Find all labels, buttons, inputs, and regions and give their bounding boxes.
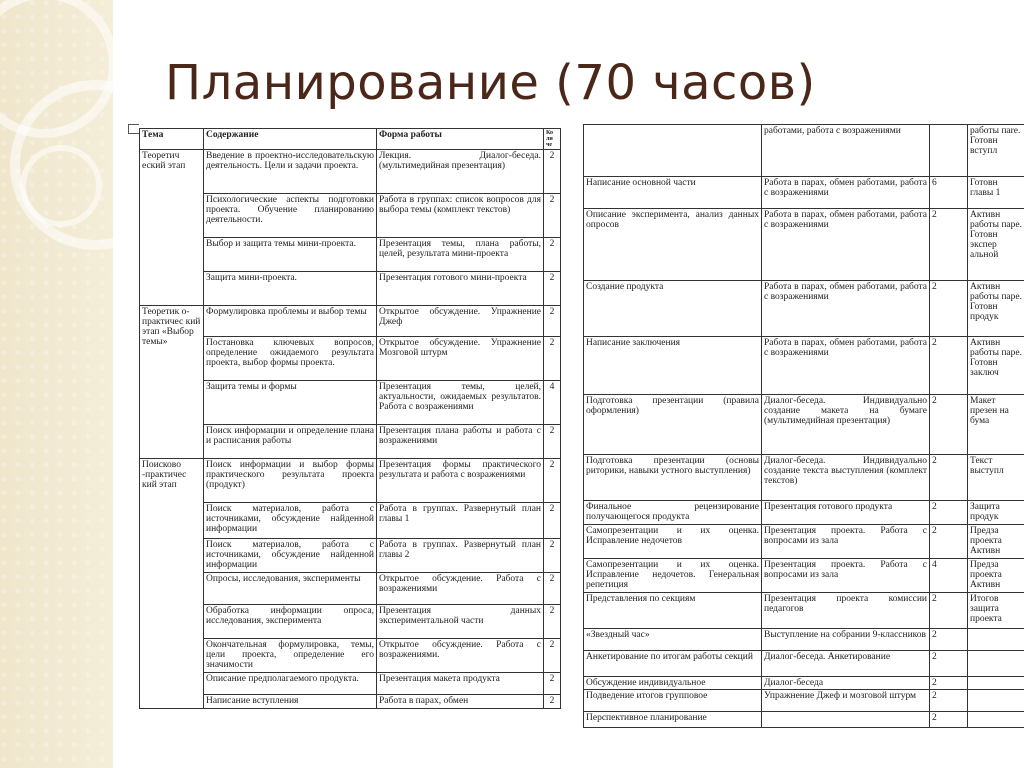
table-row (584, 712, 1024, 728)
table-row (140, 673, 561, 695)
content-cell: Поиск материалов, работа с источниками, обсуждение найденной информации (204, 539, 377, 573)
content-cell: Психологические аспекты подготовки проекта. Обучение планированию деятельности. (204, 194, 377, 238)
plan-table-left-header (140, 129, 561, 150)
result-cell (968, 712, 1024, 728)
result-cell (968, 629, 1024, 651)
table-row (140, 639, 561, 673)
column-header: Тема (140, 129, 204, 150)
hours-cell: 2 (930, 712, 968, 728)
table-row (584, 501, 1024, 525)
table-row (140, 337, 561, 381)
table-row (584, 651, 1024, 677)
plan-table-right (583, 124, 1024, 728)
content-cell: Обсуждение индивидуальное (584, 677, 762, 690)
table-row (584, 125, 1024, 177)
form-cell: Презентация готового продукта (762, 501, 930, 525)
content-cell: Защита темы и формы (204, 381, 377, 425)
content-cell: Защита мини-проекта. (204, 272, 377, 306)
form-cell: Работа в группах. Развернутый план главы 1 (377, 503, 544, 539)
table-row (140, 238, 561, 272)
table-corner-mark (128, 124, 139, 134)
plan-table-left (139, 128, 561, 709)
result-cell: Активн работы паре. Готовн экспер альной (968, 209, 1024, 281)
hours-cell: 2 (544, 306, 561, 337)
form-cell: Презентация данных экспериментальной части (377, 605, 544, 639)
form-cell: Открытое обсуждение. Упражнение Мозговой штурм (377, 337, 544, 381)
form-cell: Презентация проекта. Работа с вопросами из зала (762, 559, 930, 593)
content-cell: «Звездный час» (584, 629, 762, 651)
plan-table-left-body (140, 150, 561, 709)
form-cell: Диалог-беседа. Индивидуально создание макета на бумаге (мультимедийная презентация) (762, 395, 930, 455)
content-cell: Обработка информации опроса, исследования, эксперимента (204, 605, 377, 639)
table-row (140, 381, 561, 425)
result-cell: Активн работы паре. Готовн заключ (968, 337, 1024, 395)
form-cell: Работа в группах: список вопросов для выбора темы (комплект текстов) (377, 194, 544, 238)
table-row (584, 525, 1024, 559)
content-cell: Описание предполагаемого продукта. (204, 673, 377, 695)
hours-cell: 2 (930, 690, 968, 712)
hours-cell: 2 (930, 395, 968, 455)
hours-cell: 4 (930, 559, 968, 593)
hours-cell: 2 (544, 459, 561, 503)
table-row (140, 150, 561, 194)
form-cell: Презентация темы, плана работы, целей, результата мини-проекта (377, 238, 544, 272)
topic-cell: Теоретич еский этап (140, 150, 204, 306)
hours-cell: 2 (930, 525, 968, 559)
form-cell: Работа в парах, обмен работами, работа с возражениями (762, 281, 930, 337)
hours-cell: 2 (930, 593, 968, 629)
content-cell: Перспективное планирование (584, 712, 762, 728)
table-row (140, 539, 561, 573)
hours-cell: 2 (544, 695, 561, 709)
topic-cell: Поисково -практичес кий этап (140, 459, 204, 709)
table-row (584, 677, 1024, 690)
hours-cell: 2 (930, 629, 968, 651)
decorative-side-band (0, 0, 113, 768)
table-row (140, 306, 561, 337)
hours-cell: 2 (544, 150, 561, 194)
form-cell: Презентация плана работы и работа с возражениями (377, 425, 544, 459)
table-row (584, 559, 1024, 593)
result-cell (968, 677, 1024, 690)
hours-cell: 2 (930, 337, 968, 395)
content-cell: Представления по секциям (584, 593, 762, 629)
table-row (140, 194, 561, 238)
content-cell: Выбор и защита темы мини-проекта. (204, 238, 377, 272)
content-cell: Постановка ключевых вопросов, определение ожидаемого результата проекта, выбор формы проекта. (204, 337, 377, 381)
result-cell: Защита продук (968, 501, 1024, 525)
hours-cell: 2 (544, 337, 561, 381)
hours-cell: 2 (544, 639, 561, 673)
hours-cell: 2 (544, 194, 561, 238)
content-cell: Анкетирование по итогам работы секций (584, 651, 762, 677)
content-cell: Подготовка презентации (основы риторики, навыки устного выступления) (584, 455, 762, 501)
content-cell: Поиск информации и определение плана и расписания работы (204, 425, 377, 459)
hours-cell: 2 (930, 209, 968, 281)
page-gap (566, 124, 583, 728)
table-row (584, 395, 1024, 455)
form-cell: Диалог-беседа. Индивидуально создание текста выступления (комплект текстов) (762, 455, 930, 501)
content-cell: Опросы, исследования, эксперименты (204, 573, 377, 605)
result-cell (968, 690, 1024, 712)
form-cell: Работа в группах. Развернутый план главы 2 (377, 539, 544, 573)
form-cell: Презентация темы, целей, актуальности, ожидаемых результатов. Работа с возражениями (377, 381, 544, 425)
hours-cell: 2 (544, 503, 561, 539)
table-row (140, 425, 561, 459)
topic-cell: Теоретик о-практичес кий этап «Выбор темы» (140, 306, 204, 459)
decorative-ring (20, 145, 102, 227)
table-row (584, 629, 1024, 651)
result-cell (968, 651, 1024, 677)
table-row (140, 503, 561, 539)
hours-cell: 2 (930, 281, 968, 337)
content-cell: Окончательная формулировка, темы, цели проекта, определение его значимости (204, 639, 377, 673)
hours-cell: 2 (930, 455, 968, 501)
table-row (140, 272, 561, 306)
slide-title: Планирование (70 часов) (165, 55, 816, 111)
form-cell: Диалог-беседа. Анкетирование (762, 651, 930, 677)
content-cell: Финальное рецензирование получающегося продукта (584, 501, 762, 525)
content-cell: Самопрезентации и их оценка. Исправление недочетов. Генеральная репетиция (584, 559, 762, 593)
content-cell: Самопрезентации и их оценка. Исправление недочетов (584, 525, 762, 559)
form-cell: Диалог-беседа (762, 677, 930, 690)
result-cell: Итогов защита проекта (968, 593, 1024, 629)
content-cell: Написание вступления (204, 695, 377, 709)
result-cell: Готовн главы 1 (968, 177, 1024, 209)
form-cell: Лекция. Диалог-беседа. (мультимедийная презентация) (377, 150, 544, 194)
hours-cell: 2 (544, 539, 561, 573)
form-cell: Упражнение Джеф и мозговой штурм (762, 690, 930, 712)
table-row (140, 605, 561, 639)
content-cell: Написание заключения (584, 337, 762, 395)
hours-cell: 2 (930, 651, 968, 677)
form-cell: Работа в парах, обмен работами, работа с возражениями (762, 209, 930, 281)
hours-cell: 2 (544, 573, 561, 605)
form-cell: Презентация формы практического результата и работа с возражениями (377, 459, 544, 503)
content-cell: Написание основной части (584, 177, 762, 209)
table-row (584, 281, 1024, 337)
table-row (584, 177, 1024, 209)
result-cell: работы пare. Готовн вступл (968, 125, 1024, 177)
content-cell: Поиск информации и выбор формы практического результата проекта (продукт) (204, 459, 377, 503)
form-cell: Работа в парах, обмен работами, работа с возражениями (762, 337, 930, 395)
column-header: Ко ли че (544, 129, 561, 150)
form-cell: Презентация проекта. Работа с вопросами из зала (762, 525, 930, 559)
form-cell: Презентация макета продукта (377, 673, 544, 695)
content-cell: Формулировка проблемы и выбор темы (204, 306, 377, 337)
result-cell: Предза проекта Активн (968, 559, 1024, 593)
column-header: Форма работы (377, 129, 544, 150)
hours-cell (930, 125, 968, 177)
hours-cell: 2 (544, 238, 561, 272)
content-cell: Подготовка презентации (правила оформления) (584, 395, 762, 455)
content-cell: Поиск материалов, работа с источниками, обсуждение найденной информации (204, 503, 377, 539)
table-row (584, 209, 1024, 281)
content-cell: Создание продукта (584, 281, 762, 337)
form-cell: Работа в парах, обмен (377, 695, 544, 709)
table-row (584, 337, 1024, 395)
content-cell: Описание эксперимента, анализ данных опросов (584, 209, 762, 281)
form-cell: Открытое обсуждение. Работа с возражениями. (377, 639, 544, 673)
form-cell (762, 712, 930, 728)
header-row (140, 129, 561, 150)
form-cell: Презентация готового мини-проекта (377, 272, 544, 306)
hours-cell: 2 (544, 425, 561, 459)
form-cell: Открытое обсуждение. Упражнение Джеф (377, 306, 544, 337)
plan-table-right-body (584, 125, 1024, 728)
hours-cell: 4 (544, 381, 561, 425)
form-cell: Выступление на собрании 9-классников (762, 629, 930, 651)
column-header: Содержание (204, 129, 377, 150)
hours-cell: 2 (544, 673, 561, 695)
table-row (140, 459, 561, 503)
table-row (140, 573, 561, 605)
table-row (584, 593, 1024, 629)
hours-cell: 6 (930, 177, 968, 209)
hours-cell: 2 (930, 677, 968, 690)
table-row (584, 455, 1024, 501)
hours-cell: 2 (544, 605, 561, 639)
form-cell: Открытое обсуждение. Работа с возражениями (377, 573, 544, 605)
result-cell: Текст выступл (968, 455, 1024, 501)
result-cell: Активн работы паре. Готовн продук (968, 281, 1024, 337)
result-cell: Предза проекта Активн (968, 525, 1024, 559)
hours-cell: 2 (930, 501, 968, 525)
table-row (140, 695, 561, 709)
content-cell: Подведение итогов групповое (584, 690, 762, 712)
content-cell: Введение в проектно-исследовательскую деятельность. Цели и задачи проекта. (204, 150, 377, 194)
form-cell: Работа в парах, обмен работами, работа с возражениями (762, 177, 930, 209)
form-cell: работами, работа с возражениями (762, 125, 930, 177)
result-cell: Макет презен на бума (968, 395, 1024, 455)
form-cell: Презентация проекта комиссии педагогов (762, 593, 930, 629)
table-row (584, 690, 1024, 712)
content-cell (584, 125, 762, 177)
hours-cell: 2 (544, 272, 561, 306)
